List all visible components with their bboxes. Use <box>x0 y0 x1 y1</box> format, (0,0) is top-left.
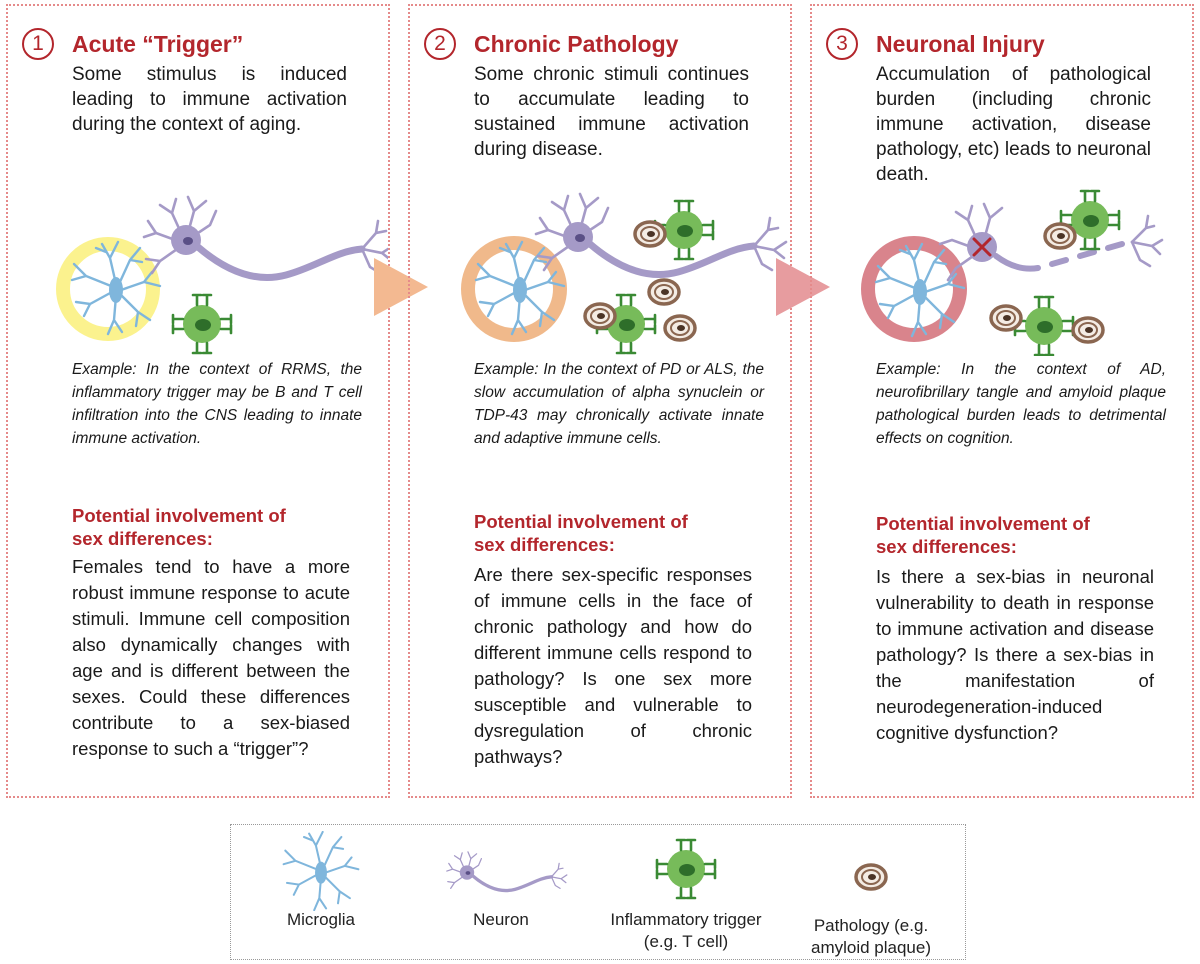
panel-intro: Some chronic stimuli continues to accumulate leading to sustained immune activation during disease. <box>474 64 749 160</box>
t-cell-icon <box>173 295 231 353</box>
panel-intro: Some stimulus is induced leading to immune activation during the context of aging. <box>72 64 347 135</box>
sex-differences-question: Females tend to have a more robust immune response to acute stimuli. Immune cell composition also dynamically changes with age and is different between the sexes. Could these differences contribute to a sex-biased response to such a “trigger”? <box>72 556 350 759</box>
legend-item-microglia <box>251 825 391 959</box>
panel-title: Neuronal Injury <box>876 31 1045 57</box>
sex-differences-question: Is there a sex-bias in neuronal vulnerability to death in response to immune activation and disease pathology? Is there a sex-bias in the manifestation of neurodegeneration-induced cognitive dysfunction? <box>876 566 1154 743</box>
panel-title: Chronic Pathology <box>474 31 679 57</box>
sex-differences-heading: Potential involvement of sex differences: <box>72 505 286 549</box>
chronic-pathology-illustration <box>410 186 790 356</box>
panel-neuronal-injury <box>810 4 1194 798</box>
acute-trigger-illustration <box>8 186 388 356</box>
amyloid-plaque-icon <box>585 304 615 328</box>
neuronal-injury-illustration <box>812 186 1192 356</box>
amyloid-plaque-icon <box>649 280 679 304</box>
sex-differences-question: Are there sex-specific responses of immune cells in the face of chronic pathology and how do different immune cells respond to pathology? Is one sex more susceptible and vulnerable to dysregulation of chronic pathways? <box>474 564 752 767</box>
example-text: Example: In the context of RRMS, the inflammatory trigger may be B and T cell infiltration into the CNS leading to innate immune activation. <box>72 361 362 447</box>
step-number-badge: 2 <box>424 28 456 60</box>
activation-ring <box>63 244 153 334</box>
legend-item-inflammatory-trigger <box>591 825 781 959</box>
t-cell-icon <box>646 829 726 909</box>
legend-label: Microglia <box>286 910 356 929</box>
legend-item-pathology <box>791 825 951 959</box>
amyloid-plaque-icon <box>991 306 1021 330</box>
amyloid-plaque-icon <box>665 316 695 340</box>
amyloid-plaque-icon <box>841 847 901 907</box>
legend-label: Inflammatory trigger (e.g. T cell) <box>610 910 762 951</box>
panel-acute-trigger <box>6 4 390 798</box>
legend-item-neuron <box>421 825 581 959</box>
panel-chronic-pathology <box>408 4 792 798</box>
sex-differences-heading: Potential involvement of sex differences: <box>474 511 688 555</box>
step-number-badge: 1 <box>22 28 54 60</box>
legend-label: Neuron <box>473 910 529 929</box>
step-number-badge: 3 <box>826 28 858 60</box>
panel-intro: Accumulation of pathological burden (including chronic immune activation, disease pathology, etc) leads to neuronal death. <box>876 64 1151 185</box>
legend <box>230 824 966 960</box>
sex-differences-heading: Potential involvement of sex differences: <box>876 513 1090 557</box>
microglia-icon <box>271 831 371 911</box>
amyloid-plaque-icon <box>1073 318 1103 342</box>
neuron-icon <box>431 831 571 911</box>
panel-title: Acute “Trigger” <box>72 31 244 57</box>
amyloid-plaque-icon <box>1045 224 1075 248</box>
example-text: Example: In the context of PD or ALS, the slow accumulation of alpha synuclein or TDP-43 may chronically activate innate and adaptive immune cells. <box>474 361 764 447</box>
amyloid-plaque-icon <box>635 222 665 246</box>
example-text: Example: In the context of AD, neurofibrillary tangle and amyloid plaque pathological burden leads to detrimental effects on cognition. <box>876 361 1166 447</box>
neuron-icon <box>144 197 388 277</box>
t-cell-icon <box>1015 297 1073 355</box>
legend-label: Pathology (e.g. amyloid plaque) <box>810 916 931 957</box>
